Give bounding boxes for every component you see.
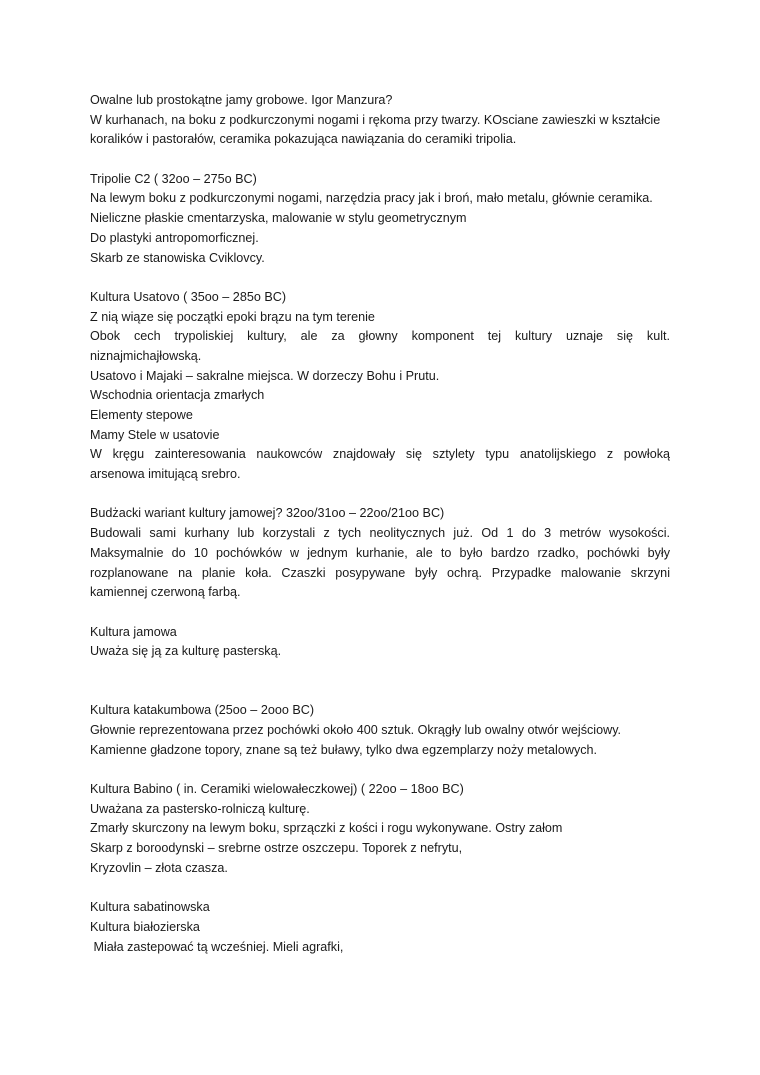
text-line: Maksymalnie do 10 pochówków w jednym kurhanie, ale to było bardzo rzadko, pochówki były <box>90 545 670 560</box>
text-line: Zmarły skurczony na lewym boku, sprzączki z kości i rogu wykonywane. Ostry załom <box>90 821 563 836</box>
text-line: Kamienne gładzone topory, znane są też buławy, tylko dwa egzemplarzy noży metalowych. <box>90 742 598 757</box>
text-line: Usatovo i Majaki – sakralne miejsca. W dorzeczy Bohu i Prutu. <box>90 368 440 383</box>
text-line: Miała zastepować tą wcześniej. Mieli agrafki, <box>90 939 344 954</box>
text-line: Z nią wiąze się początki epoki brązu na tym terenie <box>90 309 375 324</box>
paragraph-spacer <box>90 603 670 623</box>
text-line: Elementy stepowe <box>90 408 193 422</box>
paragraph-spacer <box>90 485 670 505</box>
text-line: niznajmichajłowską. <box>90 348 202 363</box>
text-line: Mamy Stele w usatovie <box>90 427 220 442</box>
text-line: W kurhanach, na boku z podkurczonymi nogami i rękoma przy twarzy. KOsciane zawieszki w kształcie <box>90 112 661 127</box>
section-heading: Kultura katakumbowa (25oo – 2ooo BC) <box>90 703 315 718</box>
text-line: Obok cech trypoliskiej kultury, ale za głowny komponent tej kultury uznaje się kult. <box>90 329 670 344</box>
paragraph-usatovo <box>90 288 670 485</box>
paragraph-spacer <box>90 662 670 701</box>
text-line: Nieliczne płaskie cmentarzyska, malowanie w stylu geometrycznym <box>90 211 467 226</box>
text-line: Głownie reprezentowana przez pochówki około 400 sztuk. Okrągły lub owalny otwór wejściowy. <box>90 723 622 738</box>
paragraph-budzacki <box>90 504 670 602</box>
section-heading: Kultura jamowa <box>90 624 177 639</box>
text-line: rozplanowane na planie koła. Czaszki posypywane były ochrą. Przypadke malowanie skrzyni <box>90 565 670 580</box>
paragraph-babino <box>90 780 670 878</box>
paragraph-jamowa <box>90 623 670 662</box>
text-line: arsenowa imitującą srebro. <box>90 467 241 482</box>
paragraph-graves <box>90 91 670 150</box>
text-line: Skarb ze stanowiska Cviklovcy. <box>90 250 265 265</box>
paragraph-spacer <box>90 760 670 780</box>
paragraph-spacer <box>90 879 670 899</box>
document-body <box>90 91 670 957</box>
section-heading: Kultura białozierska <box>90 919 200 934</box>
section-heading: Kultura Usatovo ( 35oo – 285o BC) <box>90 289 287 304</box>
text-line: W kręgu zainteresowania naukowców znajdowały się sztylety typu anatolijskiego z powłoką <box>90 447 670 462</box>
section-heading: Kultura sabatinowska <box>90 900 210 915</box>
text-line: Uważa się ją za kulturę pasterską. <box>90 644 282 659</box>
text-line: Na lewym boku z podkurczonymi nogami, narzędzia pracy jak i broń, mało metalu, głównie ceramika. <box>90 191 653 206</box>
text-line: Owalne lub prostokątne jamy grobowe. Igor Manzura? <box>90 93 393 107</box>
paragraph-spacer <box>90 150 670 170</box>
text-line: koralików i pastorałów, ceramika pokazująca nawiązania do ceramiki tripolia. <box>90 132 517 147</box>
paragraph-tripolie-c2 <box>90 170 670 268</box>
text-line: Kryzovlin – złota czasza. <box>90 860 228 875</box>
section-heading: Budżacki wariant kultury jamowej? 32oo/31oo – 22oo/21oo BC) <box>90 506 445 521</box>
text-line: Uważana za pastersko-rolniczą kulturę. <box>90 801 310 816</box>
text-line: Do plastyki antropomorficznej. <box>90 230 259 245</box>
text-line: kamiennej czerwoną farbą. <box>90 585 241 600</box>
text-line: Skarp z boroodynski – srebrne ostrze oszczepu. Toporek z nefrytu, <box>90 841 463 856</box>
section-heading: Kultura Babino ( in. Ceramiki wielowałeczkowej) ( 22oo – 18oo BC) <box>90 782 464 797</box>
paragraph-sabatinowska <box>90 898 670 957</box>
paragraph-katakumbowa <box>90 701 670 760</box>
text-line: Wschodnia orientacja zmarłych <box>90 388 265 403</box>
text-line: Budowali sami kurhany lub korzystali z tych neolitycznych już. Od 1 do 3 metrów wysokości. <box>90 526 670 541</box>
paragraph-spacer <box>90 268 670 288</box>
section-heading: Tripolie C2 ( 32oo – 275o BC) <box>90 171 257 186</box>
